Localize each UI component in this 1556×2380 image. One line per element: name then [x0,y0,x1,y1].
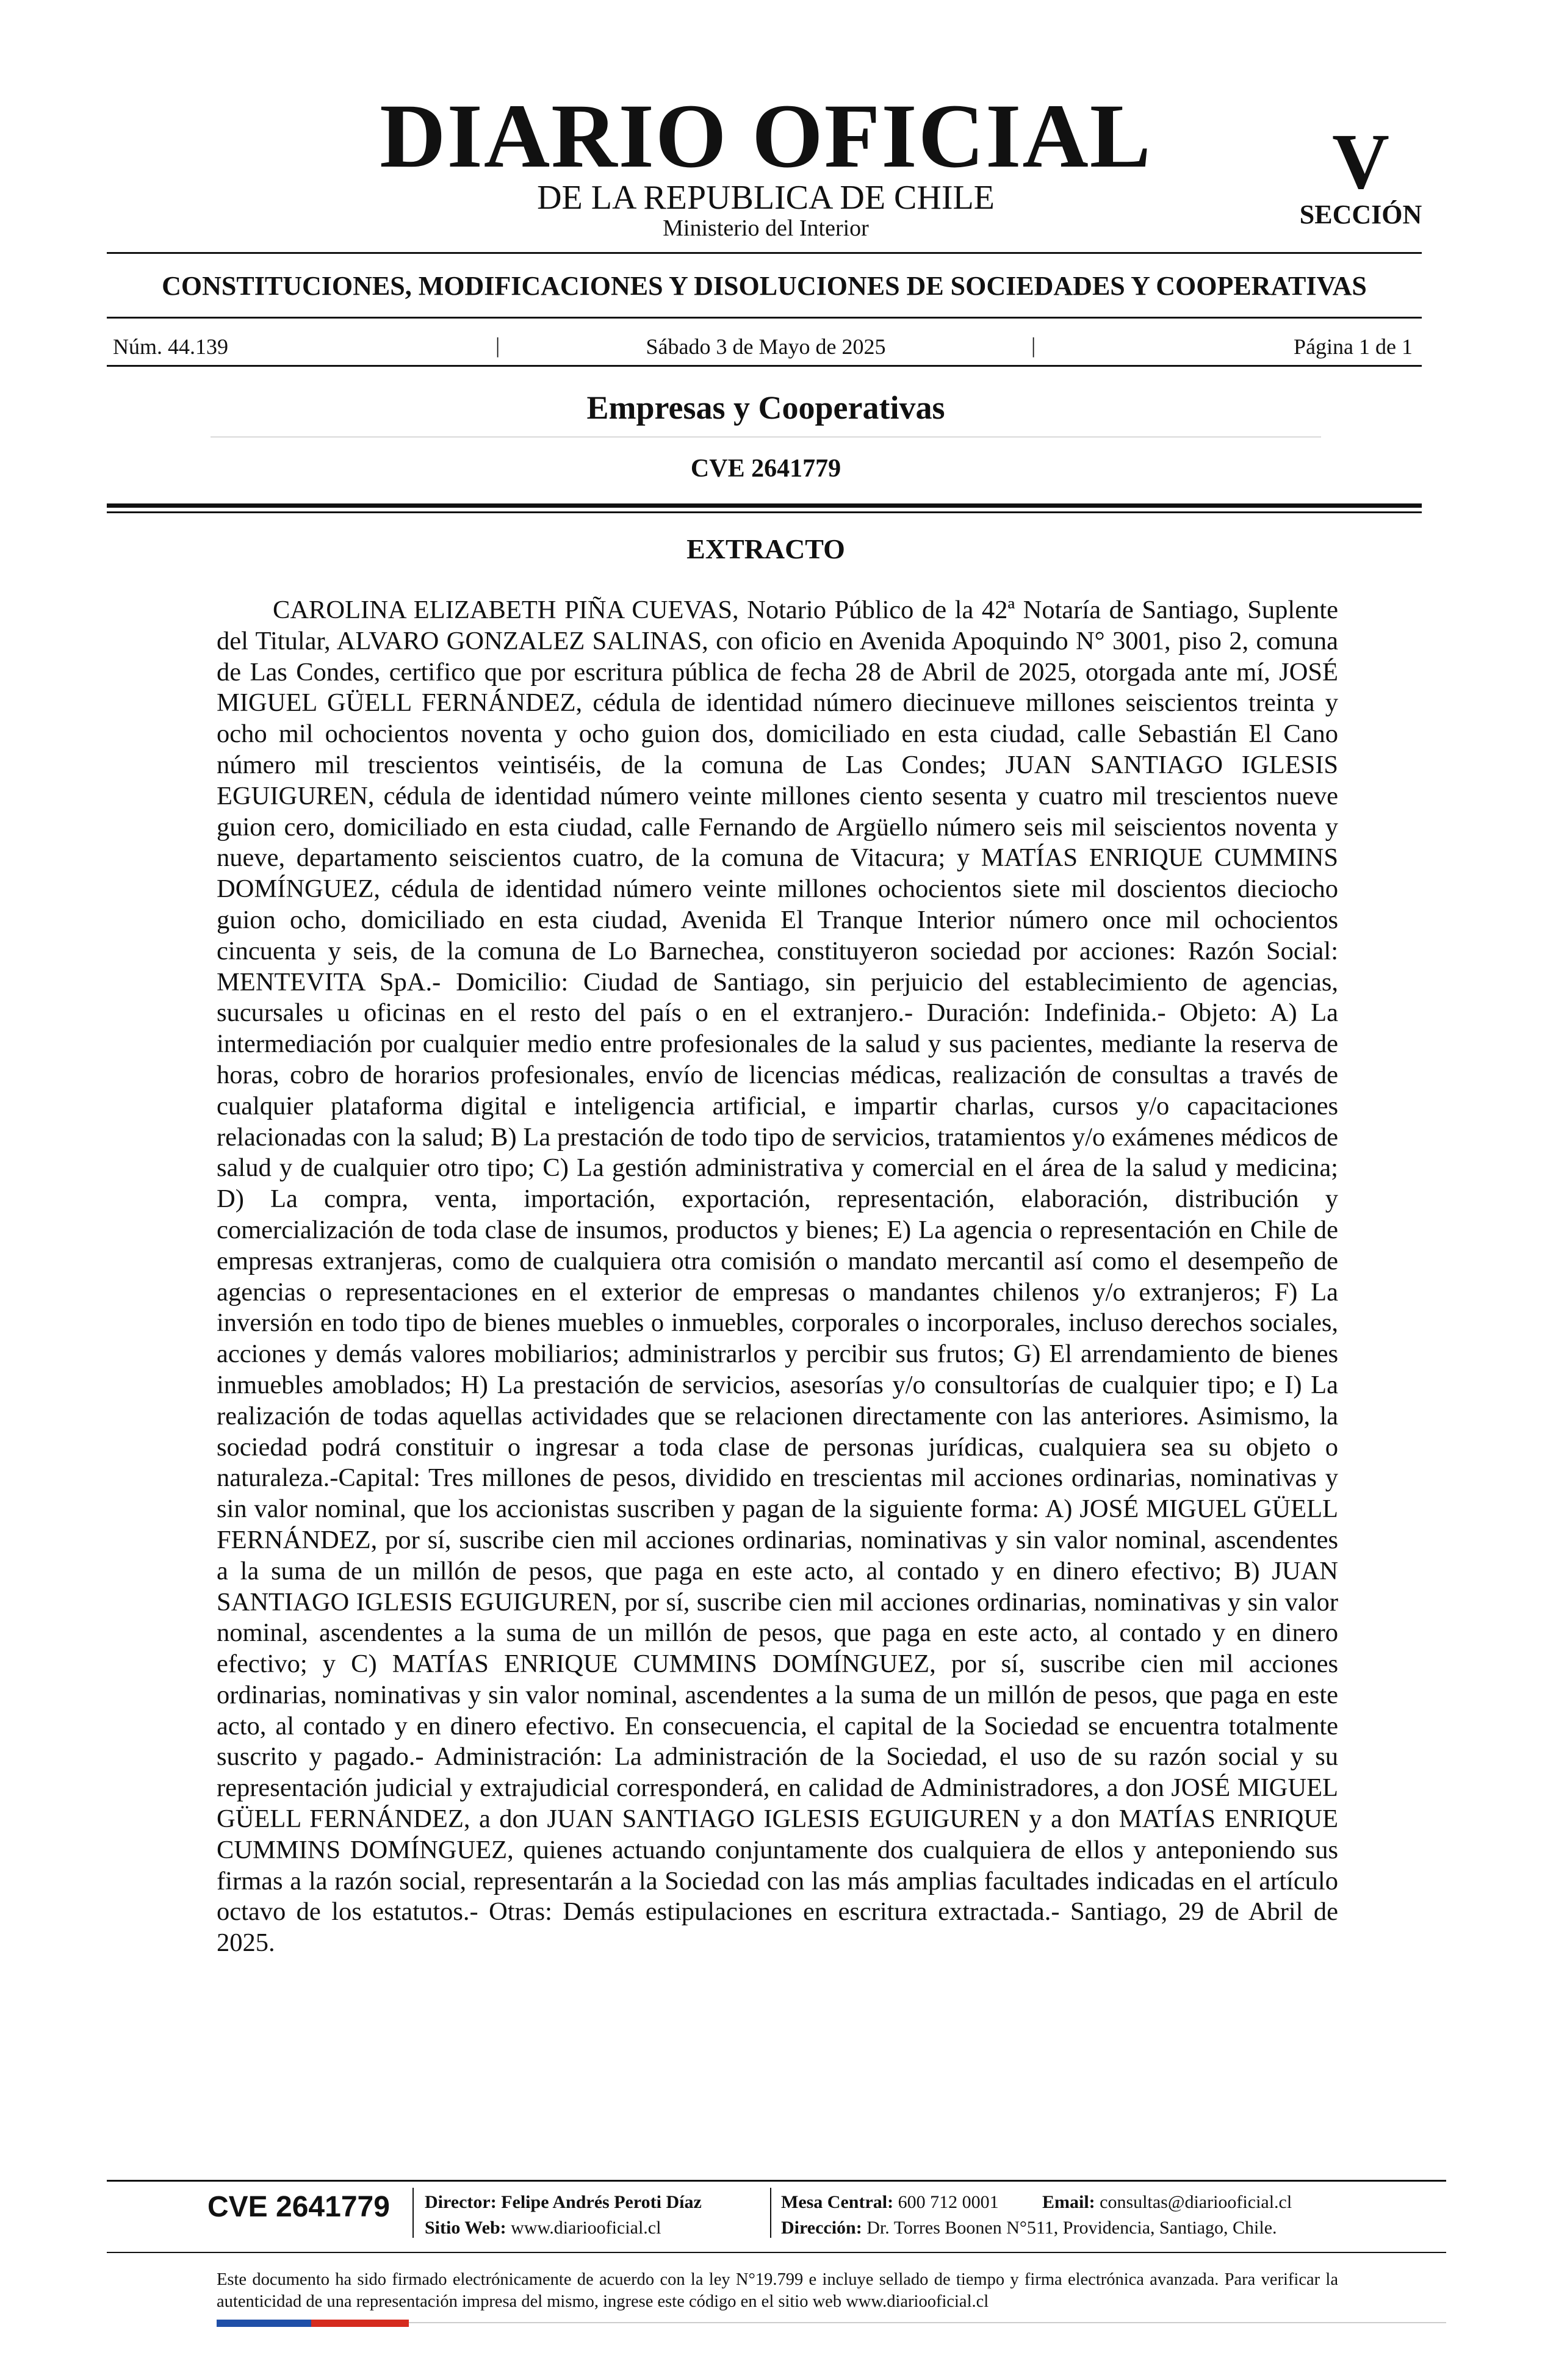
issue-separator: | [495,333,500,358]
masthead-title: DIARIO OFICIAL [380,85,1152,187]
issue-rule [107,365,1422,367]
header-thick-rule [107,503,1422,508]
footer-divider [770,2188,771,2238]
email-link[interactable]: consultas@diariooficial.cl [1100,2192,1292,2212]
footer-cve-code[interactable]: CVE 2641779 [207,2191,390,2223]
email-label: Email: [1042,2192,1095,2212]
issue-number: Núm. 44.139 [113,334,228,359]
document-title: EXTRACTO [686,533,845,564]
footer-email [1042,2193,1292,2212]
footer-rule [107,2180,1446,2182]
flag-bar-red [311,2320,409,2327]
masthead-subtitle: DE LA REPUBLICA DE CHILE [537,179,995,217]
cve-code: CVE 2641779 [690,455,841,483]
footer-address [781,2219,1277,2237]
section-divider [211,436,1321,438]
footer-divider [412,2188,414,2238]
section-title: Empresas y Cooperativas [586,389,945,426]
issue-date: Sábado 3 de Mayo de 2025 [646,334,886,359]
phone-number[interactable]: 600 712 0001 [898,2192,999,2212]
director-label: Director: [425,2192,497,2212]
bottom-rule [409,2322,1446,2323]
director-name: Felipe Andrés Peroti Díaz [501,2192,702,2212]
issue-separator: | [1031,333,1036,358]
flag-bar-blue [217,2320,311,2327]
phone-label: Mesa Central: [781,2192,894,2212]
section-number: V [1332,118,1389,206]
footer-note-rule [107,2252,1446,2253]
header-thin-rule [107,511,1422,513]
address-label: Dirección: [781,2218,862,2238]
footer-phone [781,2193,999,2212]
masthead-rule [107,252,1422,254]
category-rule [107,317,1422,319]
category-heading: CONSTITUCIONES, MODIFICACIONES Y DISOLUCIONES DE SOCIEDADES Y COOPERATIVAS [162,271,1367,301]
website-label: Sitio Web: [425,2218,506,2238]
website-link[interactable]: www.diariooficial.cl [511,2218,661,2238]
address-text: Dr. Torres Boonen N°511, Providencia, Santiago, Chile. [866,2218,1277,2238]
section-label: SECCIÓN [1299,200,1422,229]
footer-director [425,2193,702,2212]
document-body: CAROLINA ELIZABETH PIÑA CUEVAS, Notario Público de la 42ª Notaría de Santiago, Suplente del Titular, ALVARO GONZALEZ SALINAS, con oficio en Avenida Apoquindo N° 3001, piso 2, comuna de Las Condes, certifico que por escritura pública de fecha 28 de Abril de 2025, otorgada ante mí, JOSÉ MIGUEL GÜELL FERNÁNDEZ, cédula de identidad número diecinueve millones seiscientos treinta y ocho mil ochocientos noventa y ocho guion dos, domiciliado en esta ciudad, calle Sebastián El Cano número mil trescientos veintiséis, de la comuna de Las Condes; JUAN SANTIAGO IGLESIS EGUIGUREN, cédula de identidad número veinte millones ciento sesenta y cuatro mil trescientos nueve guion cero, domiciliado en esta ciudad, calle Fernando de Argüello número seis mil seiscientos noventa y nueve, departamento seiscientos cuatro, de la comuna de Vitacura; y MATÍAS ENRIQUE CUMMINS DOMÍNGUEZ, cédula de identidad número veinte millones ochocientos siete mil doscientos dieciocho guion ocho, domiciliado en esta ciudad, Avenida El Tranque Interior número once mil ochocientos cincuenta y seis, de la comuna de Lo Barnechea, constituyeron sociedad por acciones: Razón Social: MENTEVITA SpA.- Domicilio: Ciudad de Santiago, sin perjuicio del establecimiento de agencias, sucursales u oficinas en el resto del país o en el extranjero.- Duración: Indefinida.- Objeto: A) La intermediación por cualquier medio entre profesionales de la salud y sus pacientes, mediante la reserva de horas, cobro de horarios profesionales, envío de licencias médicas, realización de consultas a través de cualquier plataforma digital e inteligencia artificial, e impartir charlas, cursos y/o capacitaciones relacionadas con la salud; B) La prestación de todo tipo de servicios, tratamientos y/o exámenes médicos de salud y de cualquier otro tipo; C) La gestión administrativa y comercial en el área de la salud y medicina; D) La compra, venta, importación, exportación, representación, elaboración, distribución y comercialización de toda clase de insumos, productos y bienes; E) La agencia o representación en Chile de empresas extranjeras, como de cualquiera otra comisión o mandato mercantil así como el desempeño de agencias o representaciones en el exterior de empresas o mandantes chilenos y/o extranjeros; F) La inversión en todo tipo de bienes muebles o inmuebles, corporales o incorporales, incluso derechos sociales, acciones y demás valores mobiliarios; administrarlos y percibir sus frutos; G) El arrendamiento de bienes inmuebles amoblados; H) La prestación de servicios, asesorías y/o consultorías de cualquier tipo; e I) La realización de todas aquellas actividades que se relacionen directamente con las anteriores. Asimismo, la sociedad podrá constituir o ingresar a toda clase de personas jurídicas, cualquiera sea su objeto o naturaleza.-Capital: Tres millones de pesos, dividido en trescientas mil acciones ordinarias, nominativas y sin valor nominal, que los accionistas suscriben y pagan de la siguiente forma: A) JOSÉ MIGUEL GÜELL FERNÁNDEZ, por sí, suscribe cien mil acciones ordinarias, nominativas y sin valor nominal, ascendentes a la suma de un millón de pesos, que paga en este acto, al contado y en dinero efectivo; B) JUAN SANTIAGO IGLESIS EGUIGUREN, por sí, suscribe cien mil acciones ordinarias, nominativas y sin valor nominal, ascendentes a la suma de un millón de pesos, que paga en este acto, al contado y en dinero efectivo; y C) MATÍAS ENRIQUE CUMMINS DOMÍNGUEZ, por sí, suscribe cien mil acciones ordinarias, nominativas y sin valor nominal, ascendentes a la suma de un millón de pesos, que paga en este acto, al contado y en dinero efectivo. En consecuencia, el capital de la Sociedad se encuentra totalmente suscrito y pagado.- Administración: La administración de la Sociedad, el uso de su razón social y su representación judicial y extrajudicial corresponderá, en calidad de Administradores, a don JOSÉ MIGUEL GÜELL FERNÁNDEZ, a don JUAN SANTIAGO IGLESIS EGUIGUREN y a don MATÍAS ENRIQUE CUMMINS DOMÍNGUEZ, quienes actuando conjuntamente dos cualquiera de ellos y anteponiendo sus firmas a la razón social, representarán a la Sociedad con las más amplias facultades indicadas en el artículo octavo de los estatutos.- Otras: Demás estipulaciones en escritura extractada.- Santiago, 29 de Abril de 2025. [217,596,1338,1958]
footer-legal-note: Este documento ha sido firmado electrónicamente de acuerdo con la ley N°19.799 e incluye sellado de tiempo y firma electrónica avanzada. Para verificar la autenticidad de una representación impresa del mismo, ingrese este código en el sitio web www.diariooficial.cl [217,2270,1338,2311]
footer-website [425,2219,661,2237]
page-indicator: Página 1 de 1 [1294,334,1413,359]
masthead-ministry: Ministerio del Interior [663,215,869,241]
